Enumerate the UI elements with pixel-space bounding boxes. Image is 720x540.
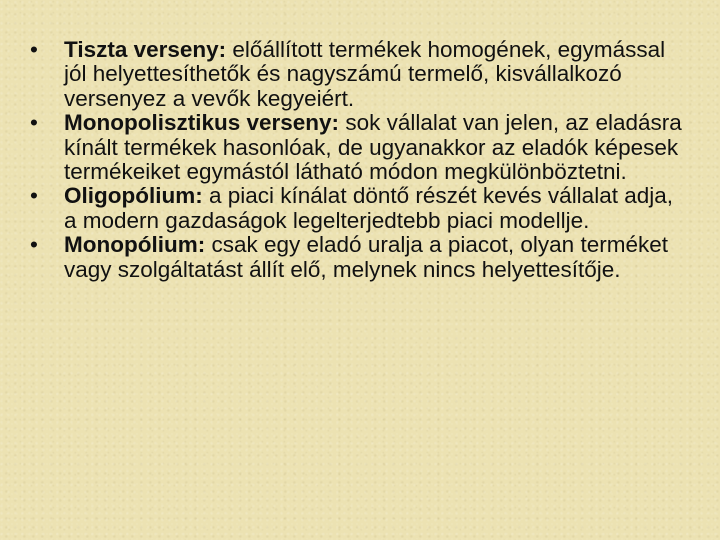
term-label: Tiszta verseny: — [64, 37, 227, 62]
bullet-list — [30, 38, 690, 282]
term-description: előállított termékek homogének, egymással jól helyettesíthetők és nagyszámú termelő, kisvállalkozó versenyez a vevők kegyeiért. — [64, 37, 666, 111]
bullet-icon: • — [30, 232, 38, 258]
term-description: sok vállalat van jelen, az eladásra kínált termékek hasonlóak, de ugyanakkor az eladók képesek termékeiket egymástól látható módon megkülönböztetni. — [64, 110, 682, 185]
list-item-tiszta-verseny — [30, 38, 690, 111]
list-item-monopolium — [30, 233, 690, 282]
term-description: csak egy eladó uralja a piacot, olyan terméket vagy szolgáltatást állít elő, melynek nincs helyettesítője. — [64, 232, 668, 282]
list-item-monopolisztikus-verseny — [30, 111, 690, 184]
term-label: Monopolisztikus verseny: — [64, 110, 340, 136]
term-label: Monopólium: — [64, 232, 206, 258]
term-description: a piaci kínálat döntő részét kevés vállalat adja, a modern gazdaságok legelterjedtebb piaci modellje. — [64, 183, 674, 233]
bullet-icon: • — [30, 110, 38, 136]
term-label: Oligopólium: — [64, 183, 203, 209]
bullet-icon: • — [30, 37, 38, 62]
bullet-icon: • — [30, 183, 38, 209]
list-item-oligopolium — [30, 184, 690, 233]
